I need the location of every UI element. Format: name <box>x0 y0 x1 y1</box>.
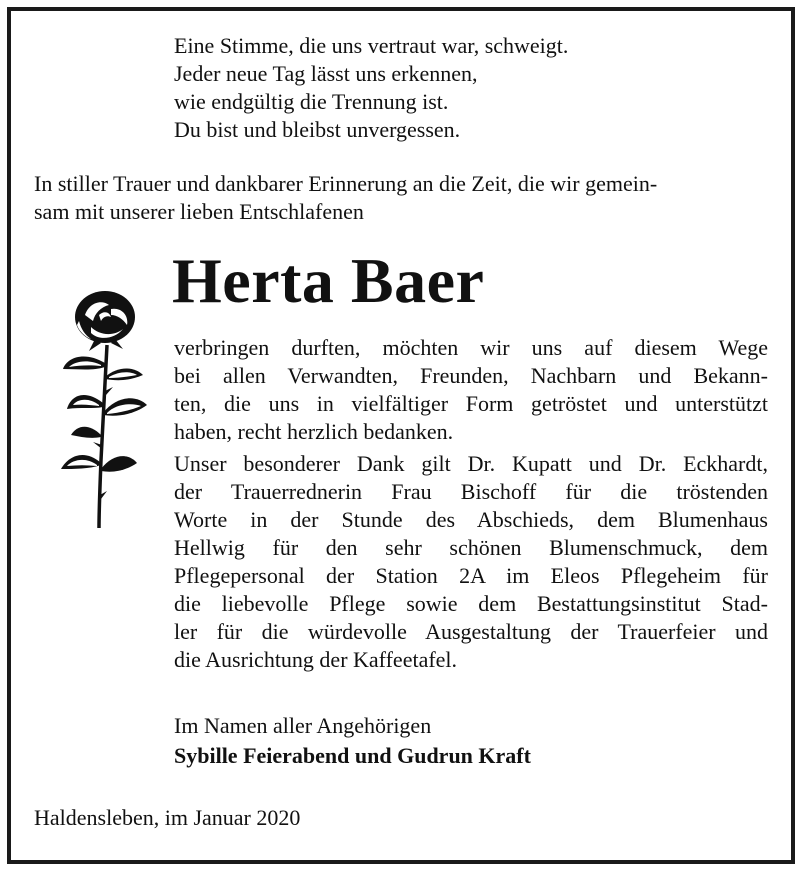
body-line: ten, die uns in vielfältiger Form getröstet und unterstützt <box>174 391 768 416</box>
body-line: verbringen durften, möchten wir uns auf diesem Wege <box>174 335 768 360</box>
verse-line: Jeder neue Tag lässt uns erkennen, <box>174 61 478 86</box>
body-line: die liebevolle Pflege sowie dem Bestattungsinstitut Stad- <box>174 591 768 616</box>
verse-line: Eine Stimme, die uns vertraut war, schweigt. <box>174 33 569 58</box>
intro-line: In stiller Trauer und dankbarer Erinnerung an die Zeit, die wir gemein- <box>34 171 658 196</box>
verse-line: Du bist und bleibst unvergessen. <box>174 117 461 142</box>
deceased-name: Herta Baer <box>172 245 485 316</box>
body-line: Pflegepersonal der Station 2A im Eleos Pflegeheim für <box>174 563 768 588</box>
body-line: bei allen Verwandten, Freunden, Nachbarn und Bekann- <box>174 363 768 388</box>
verse-line: wie endgültig die Trennung ist. <box>174 89 449 114</box>
body-line: der Trauerrednerin Frau Bischoff für die tröstenden <box>174 479 768 504</box>
intro-line: sam mit unserer lieben Entschlafenen <box>34 199 364 224</box>
signature-names: Sybille Feierabend und Gudrun Kraft <box>174 743 531 768</box>
body-line: ler für die würdevolle Ausgestaltung der Trauerfeier und <box>174 619 768 644</box>
body-line: Hellwig für den sehr schönen Blumenschmuck, dem <box>174 535 768 560</box>
body-line: haben, recht herzlich bedanken. <box>174 419 454 444</box>
body-line: Worte in der Stunde des Abschieds, dem Blumenhaus <box>174 507 768 532</box>
body-line: die Ausrichtung der Kaffeetafel. <box>174 647 458 672</box>
place-date: Haldensleben, im Januar 2020 <box>34 805 301 830</box>
body-line: Unser besonderer Dank gilt Dr. Kupatt und Dr. Eckhardt, <box>174 451 768 476</box>
signature-intro: Im Namen aller Angehörigen <box>174 713 432 738</box>
rose-icon <box>55 285 155 530</box>
